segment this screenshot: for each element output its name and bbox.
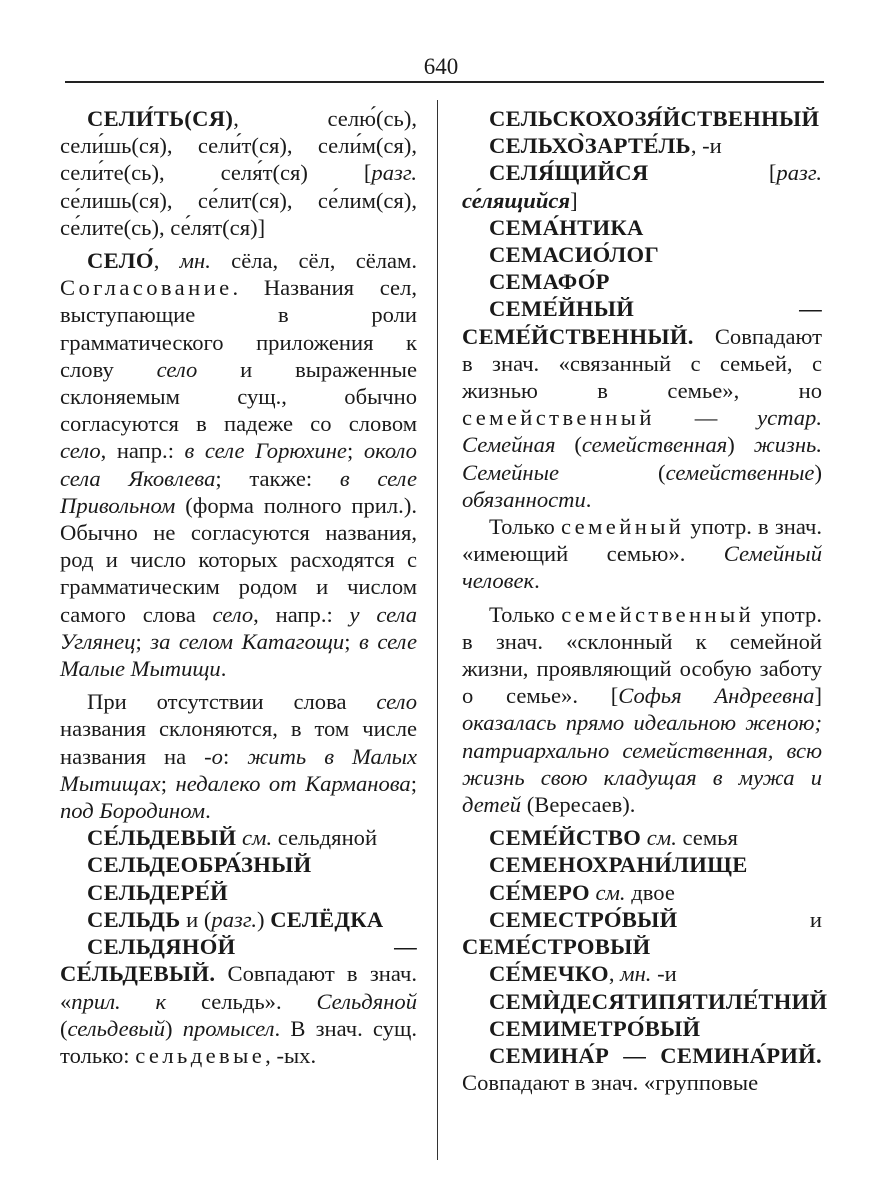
entry-text: . [220,656,227,682]
dictionary-entry [60,688,417,824]
entry-text: село [60,438,101,464]
entry-text: сельдевый [67,1015,165,1041]
entry-text: в селе Горюхине [184,438,347,464]
header-rule [65,81,824,83]
entry-text: , [608,961,621,987]
entry-text: ) [727,432,754,458]
entry-text: за селом Катагощи [150,628,345,654]
entry-text: оказалась прямо идеальною женою; патриархально семейственная, всю жизнь свою кладущая в мужа и детей [462,710,822,818]
dictionary-entry [462,960,822,987]
entry-text: Сельдяной [316,988,418,1014]
dictionary-entry [60,247,417,682]
entry-text: ; [346,438,364,464]
entry-text: семья [676,825,738,851]
entry-text: ) [257,906,271,932]
dictionary-entry [462,601,822,819]
entry-text: двое [625,879,675,905]
entry-text: и выраженные склоняемым сущ., обычно согласуются в падеже со словом [60,356,417,437]
headword: СЕМИНА́Р — СЕМИНА́РИЙ. [489,1042,822,1068]
entry-text: се́лящийся [462,187,571,213]
headword: СЕЛО́ [87,248,154,274]
page-number: 640 [423,54,459,79]
entry-text: в селе Малые Мытищи [60,628,417,682]
entry-text: ( [555,432,582,458]
headword: СЕЛЬДЕОБРА́ЗНЫЙ [87,852,312,878]
headword: СЕМЕСТРО́ВЫЙ [489,906,678,932]
column-divider [437,100,438,1160]
entry-text: , [153,248,180,274]
entry-text: (форма полного прил.). Обычно не согласуются названия, род и число которых расходятся с грамматическим родом и числом самого слова [60,492,417,627]
dictionary-entry [462,241,822,268]
entry-text: см. [242,825,273,851]
dictionary-entry [462,295,822,513]
entry-text: ; [344,628,360,654]
entry-text: (Вересаев). [521,792,636,818]
entry-text: Согласование [60,275,233,301]
headword: СЕМА́НТИКА [489,214,644,240]
entry-text: ; [135,628,151,654]
entry-text: см. [595,879,626,905]
entry-text: ( [558,459,666,485]
entry-text: , -ых. [265,1042,317,1068]
entry-text: мн. [620,961,652,987]
entry-text: семейственная [581,432,728,458]
entry-text: семейственный [462,405,655,431]
entry-text: жить в Малых Мытищах [60,743,417,796]
entry-text: се́лишь(ся), се́лит(ся), се́лим(ся), се́лите(сь), се́лят(ся)] [60,187,417,240]
right-column [462,105,828,1096]
dictionary-entry [462,906,822,960]
dictionary-entry [462,988,828,1015]
dictionary-entry [462,513,822,595]
dictionary-entry [60,906,417,933]
entry-text: сёла, сёл, сёлам. [210,248,417,274]
dictionary-entry [462,1015,822,1042]
entry-text: , селю́(сь), сели́шь(ся), сели́т(ся), сели́м(ся), сели́те(сь), селя́т(ся) [ [60,106,417,186]
entry-text: . [534,568,540,594]
headword: СЕМЍДЕСЯТИПЯТИЛЕ́ТНИЙ [489,988,828,1014]
dictionary-entry [462,268,822,295]
entry-text: сельдяной [272,825,378,851]
headword: СЕМЕ́ЙСТВО [489,825,642,851]
dictionary-entry [462,851,822,878]
dictionary-entry [60,933,417,1069]
entry-text: Только [489,514,561,540]
entry-text: село [212,601,254,627]
entry-text: Совпадают в знач. «групповые [462,1070,759,1096]
left-column [60,105,417,1069]
entry-text: ; также: [215,465,340,491]
entry-text: разг. [776,160,822,186]
dictionary-entry [462,1042,822,1096]
entry-text: сельдевые [135,1042,266,1068]
headword: СЕЛЁДКА [270,906,384,932]
entry-text: . В знач. сущ. только: [60,1015,417,1068]
entry-text: недалеко от Карманова [175,770,411,796]
headword: СЕ́МЕЧКО [489,961,609,987]
entry-text: употр. в знач. «склонный к семейной жизни, проявляющий особую заботу о семье». [ [462,601,822,709]
entry-text: : [222,743,248,769]
entry-text: . [205,798,211,824]
entry-text: в селе Привольном [60,465,417,518]
entry-text: около села Яковлева [60,438,417,491]
dictionary-entry [462,879,822,906]
entry-text: жизнь. Семейные [462,432,822,485]
entry-text: ] [814,683,822,709]
entry-text: под Бородином [60,798,206,824]
entry-text: ] [570,187,578,213]
entry-text: Совпадают в знач. «связанный с семьей, с жизнью в семье», но [462,323,822,404]
headword: СЕЛЬСКОХОЗЯ́ЙСТВЕННЫЙ [489,106,820,131]
entry-text: — [654,405,758,431]
dictionary-entry [462,159,822,213]
headword: СЕ́МЕРО [489,879,590,905]
headword: СЕМЕ́ЙНЫЙ — СЕМЕ́ЙСТВЕННЫЙ. [462,296,822,349]
entry-text: названия склоняются, в том числе названия на [60,716,417,769]
entry-text: -и [651,961,677,987]
headword: СЕМЕ́СТРОВЫЙ [462,934,651,960]
entry-text: сельдь». [166,988,317,1014]
dictionary-entry [462,214,822,241]
headword: СЕМИМЕТРО́ВЫЙ [489,1015,701,1041]
entry-text: Совпадают в знач. « [60,961,417,1014]
dictionary-entry [462,132,822,159]
headword: СЕЛИ́ТЬ(СЯ) [87,106,234,131]
entry-text: , -и [690,133,722,159]
entry-text: село [376,689,417,715]
entry-text: село [156,356,198,382]
entry-text: ) [165,1015,183,1041]
headword: СЕМЕНОХРАНИ́ЛИЩЕ [489,852,748,878]
entry-text: ; [410,770,417,796]
entry-text: При отсутствии слова [87,689,377,715]
entry-text: прил. к [71,988,167,1014]
entry-text: . Названия сел, выступающие в роли грамматического приложения к слову [60,275,417,382]
dictionary-entry [462,824,822,851]
entry-text: разг. [371,160,417,186]
entry-text: разг. [211,906,257,932]
entry-text: , напр.: [253,601,350,627]
headword: СЕМАСИО́ЛОГ [489,242,660,268]
headword: СЕ́ЛЬДЕВЫЙ [87,825,237,851]
entry-text: , напр.: [100,438,185,464]
entry-text: мн. [179,248,211,274]
entry-text: ( [60,1015,68,1041]
entry-text: устар. Семейная [462,405,822,458]
headword: СЕМАФО́Р [489,269,610,295]
entry-text: [ [648,160,777,186]
entry-text: употр. в знач. «имеющий семью». [462,514,822,567]
entry-text: у села Углянец [60,601,417,654]
entry-text: ) [814,459,822,485]
dictionary-entry [60,851,417,878]
entry-text: . [585,486,592,512]
entry-text: Только [489,601,562,627]
entry-text: -о [204,743,223,769]
entry-text: см. [646,825,677,851]
headword: СЕЛЯ́ЩИЙСЯ [489,160,649,186]
entry-text: Семейный человек [462,541,822,594]
dictionary-entry [60,879,417,906]
entry-text: ; [160,770,176,796]
entry-text: семейный [560,514,685,540]
entry-text: обязанности [462,486,586,512]
headword: СЕЛЬДЯНО́Й — СЕ́ЛЬДЕВЫЙ. [60,934,417,987]
entry-text: и [677,906,822,932]
entry-text: Софья Андреевна [618,683,815,709]
dictionary-entry [462,105,822,132]
headword: СЕЛЬДЬ [87,906,181,932]
dictionary-entry [60,824,417,851]
entry-text: семейственный [561,601,755,627]
headword: СЕЛЬДЕРЕ́Й [87,879,228,905]
entry-text: промысел [182,1015,275,1041]
dictionary-entry [60,105,417,241]
entry-text: семейственные [665,459,815,485]
headword: СЕЛЬХО̀ЗАРТЕ́ЛЬ [489,133,691,159]
entry-text: и ( [180,906,212,932]
